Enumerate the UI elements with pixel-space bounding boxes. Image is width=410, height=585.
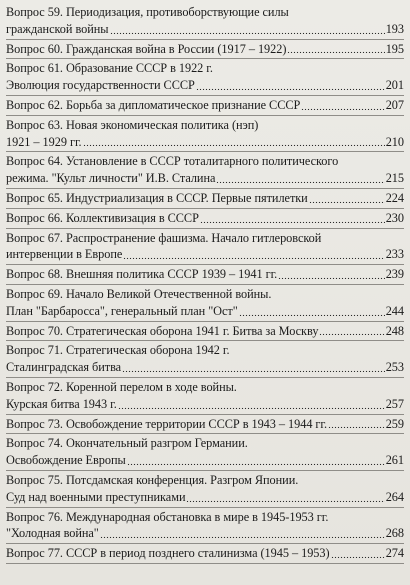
dot-leader <box>122 362 385 372</box>
toc-page-number: 264 <box>385 489 404 504</box>
toc-entry-last-line <box>6 489 404 506</box>
toc-entry-title-tail: 1921 – 1929 гг. <box>6 134 82 149</box>
toc-entry-last-line <box>6 525 404 542</box>
toc-entry-title-tail: режима. "Культ личности" И.В. Сталина <box>6 171 216 186</box>
toc-entry-last-line <box>6 210 404 227</box>
toc-entry[interactable] <box>6 3 404 40</box>
toc-entry[interactable] <box>6 341 404 378</box>
toc-entry[interactable] <box>6 96 404 116</box>
toc-entry-last-line <box>6 21 404 38</box>
toc-entry-title-line: Вопрос 72. Коренной перелом в ходе войны. <box>6 379 237 394</box>
toc-entry[interactable] <box>6 471 404 508</box>
dot-leader <box>186 492 384 502</box>
toc-entry-title-tail: Вопрос 70. Стратегическая оборона 1941 г. Битва за Москву <box>6 323 319 338</box>
toc-entry-title-tail: Суд над военными преступниками <box>6 489 186 504</box>
toc-entry-title-tail: Курская битва 1943 г. <box>6 396 117 411</box>
toc-page-number: 259 <box>385 416 404 431</box>
toc-entry[interactable] <box>6 285 404 322</box>
dot-leader <box>239 306 385 316</box>
toc-entry[interactable] <box>6 434 404 471</box>
dot-leader <box>301 100 384 110</box>
toc-entry-last-line <box>6 134 404 151</box>
toc-page-number: 201 <box>385 78 404 93</box>
toc-entry-title-line: Вопрос 63. Новая экономическая политика (нэп) <box>6 117 259 132</box>
toc-entry-title-tail: Вопрос 68. Внешняя политика СССР 1939 – 1941 гг. <box>6 267 278 282</box>
toc-page-number: 248 <box>385 323 404 338</box>
toc-page-number: 195 <box>385 41 404 56</box>
table-of-contents <box>6 3 404 564</box>
toc-entry-last-line <box>6 359 404 376</box>
toc-entry-last-line <box>6 77 404 94</box>
toc-entry-last-line <box>6 266 404 283</box>
toc-entry-title-line: Вопрос 74. Окончательный разгром Германии. <box>6 436 248 451</box>
toc-entry-title-line: Вопрос 67. Распространение фашизма. Начало гитлеровской <box>6 230 322 245</box>
toc-entry-last-line <box>6 190 404 207</box>
toc-entry-last-line <box>6 545 404 562</box>
toc-entry-last-line <box>6 246 404 263</box>
toc-entry[interactable] <box>6 508 404 545</box>
toc-page-number: 268 <box>385 526 404 541</box>
toc-entry-last-line <box>6 303 404 320</box>
toc-entry-title-tail: интервенции в Европе <box>6 247 123 262</box>
toc-page-number: 215 <box>385 171 404 186</box>
toc-entry-title-tail: Вопрос 77. СССР в период позднего сталинизма (1945 – 1953) <box>6 546 330 561</box>
toc-page-number: 224 <box>385 190 404 205</box>
toc-entry-last-line <box>6 416 404 433</box>
toc-entry-title-tail: гражданской войны <box>6 21 109 36</box>
toc-entry-title-tail: Вопрос 62. Борьба за дипломатическое признание СССР <box>6 97 301 112</box>
dot-leader <box>118 399 385 409</box>
toc-page-number: 257 <box>385 396 404 411</box>
toc-entry-title-line: Вопрос 64. Установление в СССР тоталитарного политического <box>6 154 339 169</box>
toc-entry-title-line: Вопрос 61. Образование СССР в 1922 г. <box>6 61 213 76</box>
toc-page-number: 193 <box>385 21 404 36</box>
toc-page-number: 244 <box>385 303 404 318</box>
toc-entry-title-line: Вопрос 59. Периодизация, противоборствующие силы <box>6 5 289 19</box>
toc-page-number: 261 <box>385 453 404 468</box>
toc-entry[interactable] <box>6 415 404 435</box>
toc-entry[interactable] <box>6 59 404 96</box>
toc-entry[interactable] <box>6 265 404 285</box>
toc-entry[interactable] <box>6 544 404 564</box>
toc-entry[interactable] <box>6 229 404 266</box>
dot-leader <box>110 24 385 34</box>
toc-entry-last-line <box>6 396 404 413</box>
dot-leader <box>127 455 385 465</box>
toc-entry-title-line: Вопрос 76. Международная обстановка в мире в 1945-1953 гг. <box>6 509 329 524</box>
dot-leader <box>196 80 385 90</box>
dot-leader <box>123 249 384 259</box>
toc-entry-title-tail: Вопрос 73. Освобождение территории СССР в 1943 – 1944 гг. <box>6 416 328 431</box>
toc-page-number: 230 <box>385 210 404 225</box>
dot-leader <box>200 213 385 223</box>
toc-entry[interactable] <box>6 209 404 229</box>
dot-leader <box>100 528 385 538</box>
dot-leader <box>309 193 385 203</box>
toc-entry-title-tail: Вопрос 66. Коллективизация в СССР <box>6 210 199 225</box>
toc-entry-title-line: Вопрос 69. Начало Великой Отечественной войны. <box>6 286 272 301</box>
dot-leader <box>216 173 384 183</box>
toc-entry[interactable] <box>6 116 404 153</box>
toc-entry-title-tail: План "Барбаросса", генеральный план "Ост" <box>6 303 238 318</box>
dot-leader <box>331 548 385 558</box>
toc-entry[interactable] <box>6 189 404 209</box>
toc-entry[interactable] <box>6 152 404 189</box>
dot-leader <box>278 269 385 279</box>
toc-entry[interactable] <box>6 40 404 60</box>
toc-entry-title-line: Вопрос 75. Потсдамская конференция. Разгром Японии. <box>6 472 299 487</box>
toc-entry-title-tail: "Холодная война" <box>6 526 99 541</box>
toc-entry-title-line: Вопрос 71. Стратегическая оборона 1942 г. <box>6 343 230 358</box>
toc-entry-last-line <box>6 170 404 187</box>
toc-entry-last-line <box>6 452 404 469</box>
toc-entry-title-tail: Сталинградская битва <box>6 360 122 375</box>
toc-entry-title-tail: Освобождение Европы <box>6 453 126 468</box>
toc-page-number: 239 <box>385 267 404 282</box>
toc-entry-title-tail: Вопрос 65. Индустриализация в СССР. Первые пятилетки <box>6 190 308 205</box>
dot-leader <box>287 43 384 53</box>
toc-entry[interactable] <box>6 378 404 415</box>
toc-page-number: 233 <box>385 247 404 262</box>
toc-page-number: 253 <box>385 360 404 375</box>
toc-entry-title-tail: Вопрос 60. Гражданская война в России (1917 – 1922) <box>6 41 287 56</box>
toc-entry-last-line <box>6 323 404 340</box>
toc-entry[interactable] <box>6 322 404 342</box>
dot-leader <box>319 325 384 335</box>
toc-entry-title-tail: Эволюция государственности СССР <box>6 78 195 93</box>
toc-page-number: 274 <box>385 546 404 561</box>
toc-entry-last-line <box>6 41 404 58</box>
dot-leader <box>328 418 385 428</box>
toc-page-number: 210 <box>385 134 404 149</box>
dot-leader <box>83 136 385 146</box>
toc-page-number: 207 <box>385 97 404 112</box>
toc-entry-last-line <box>6 97 404 114</box>
